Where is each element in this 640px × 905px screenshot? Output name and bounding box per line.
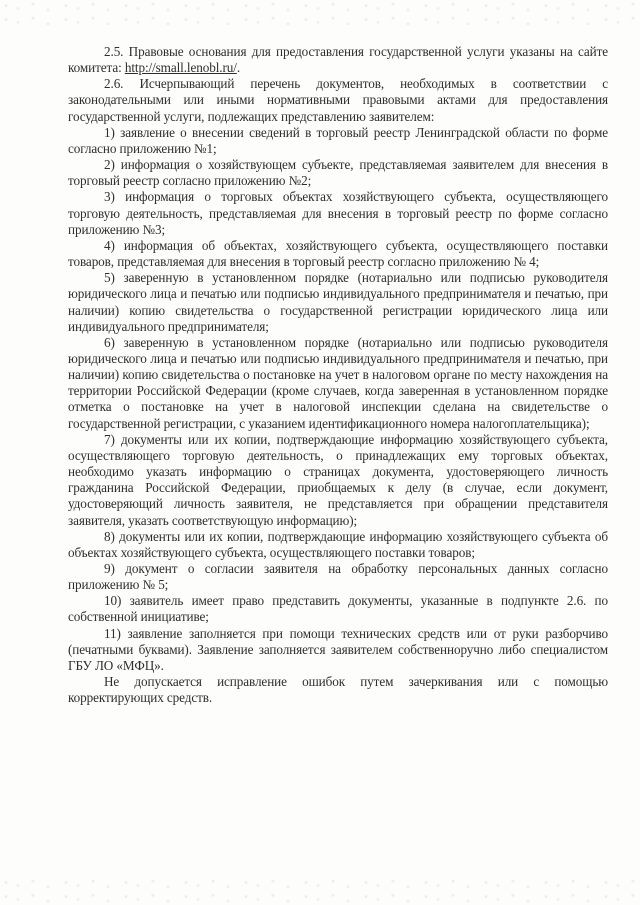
paragraph-2-5-text: 2.5. Правовые основания для предоставления государственной услуги указаны на сайте комитета: bbox=[68, 44, 608, 76]
list-item-3: 3) информация о торговых объектах хозяйствующего субъекта, осуществляющего торговую деятельность, представляемая для внесения в торговый реестр по форме согласно приложению №3; bbox=[68, 189, 608, 237]
list-item-11: 11) заявление заполняется при помощи технических средств или от руки разборчиво (печатными буквами). Заявление заполняется заявителем собственноручно либо специалистом ГБУ ЛО «МФЦ». bbox=[68, 625, 608, 673]
committee-site-link[interactable]: http://small.lenobl.ru/ bbox=[124, 60, 237, 76]
final-paragraph: Не допускается исправление ошибок путем зачеркивания или с помощью корректирующих средств. bbox=[68, 674, 608, 706]
list-item-4: 4) информация об объектах, хозяйствующего субъекта, осуществляющего поставки товаров, представляемая для внесения в торговый реестр согласно приложению № 4; bbox=[68, 237, 608, 270]
scan-noise-bottom bbox=[0, 877, 640, 905]
list-item-5: 5) заверенную в установленном порядке (нотариально или подписью руководителя юридического лица и печатью или подписью индивидуального предпринимателя и печатью, при наличии) копию свидетельства о государственной регистрации юридического лица или индивидуального предпринимателя; bbox=[68, 270, 608, 334]
list-item-7: 7) документы или их копии, подтверждающие информацию хозяйствующего субъекта, осуществляющего торговую деятельность, о принадлежащих ему торговых объектах, необходимо указать информацию о страницах документа, удостоверяющего личность гражданина Российской Федерации, приобщаемых к делу (в случае, если документ, удостоверяющий личность заявителя, не представляется при обращении представителя заявителя, указать соответствующую информацию); bbox=[68, 431, 608, 528]
list-item-6: 6) заверенную в установленном порядке (нотариально или подписью руководителя юридического лица и печатью или подписью индивидуального предпринимателя и печатью, при наличии) копию свидетельства о постановке на учет в налоговом органе по месту нахождения на территории Российской Федерации (кроме случаев, когда заверенная в установленном порядке отметка о постановке на учет в налоговой инспекции сделана на свидетельстве о государственной регистрации, с указанием идентификационного номера налогоплательщика); bbox=[68, 334, 608, 431]
document-body bbox=[68, 44, 608, 706]
paragraph-2-5-end: . bbox=[236, 60, 241, 76]
list-item-10: 10) заявитель имеет право представить документы, указанные в подпункте 2.6. по собственной инициативе; bbox=[68, 593, 608, 625]
list-item-9: 9) документ о согласии заявителя на обработку персональных данных согласно приложению № 5; bbox=[68, 561, 608, 593]
paragraph-2-6: 2.6. Исчерпывающий перечень документов, необходимых в соответствии с законодательными или иными нормативными правовыми актами для предоставления государственной услуги, подлежащих представлению заявителем: bbox=[68, 76, 608, 124]
list-item-2: 2) информация о хозяйствующем субъекте, представляемая заявителем для внесения в торговый реестр согласно приложению №2; bbox=[68, 157, 608, 189]
list-item-1: 1) заявление о внесении сведений в торговый реестр Ленинградской области по форме согласно приложению №1; bbox=[68, 124, 608, 156]
scan-noise-top bbox=[0, 0, 640, 28]
paragraph-2-5 bbox=[68, 44, 608, 76]
list-item-8: 8) документы или их копии, подтверждающие информацию хозяйствующего субъекта об объектах хозяйствующего субъекта, осуществляющего поставки товаров; bbox=[68, 528, 608, 560]
